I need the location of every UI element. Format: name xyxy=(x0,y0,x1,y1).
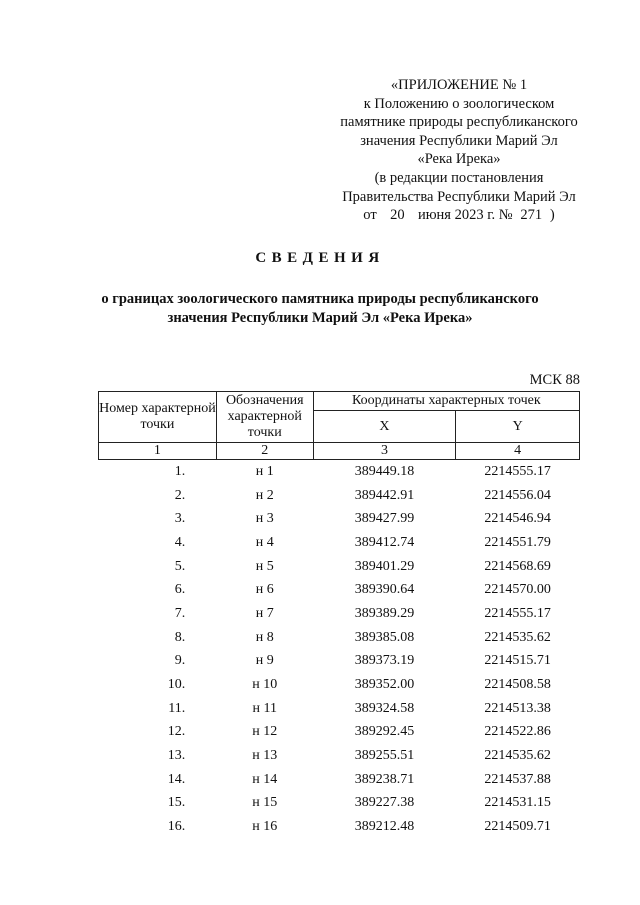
date-rest: июня 2023 г. № xyxy=(417,207,513,224)
point-number-cell: 9. xyxy=(174,653,186,669)
column-number-1: 1 xyxy=(99,443,217,460)
point-number-cell: 2. xyxy=(174,487,186,503)
document-title: СВЕДЕНИЯ xyxy=(255,250,385,266)
coord-x-cell: 389449.18 xyxy=(354,463,415,479)
point-number-cell: 4. xyxy=(174,534,186,550)
coord-x-cell: 389390.64 xyxy=(354,582,415,598)
coord-x-cell: 389401.29 xyxy=(354,558,415,574)
column-number-2: 2 xyxy=(216,443,313,460)
coord-x-cell: 389212.48 xyxy=(354,819,415,835)
point-designation-cell: н 2 xyxy=(255,487,274,503)
coord-y-cell: 2214546.94 xyxy=(484,511,551,527)
point-designation-cell: н 16 xyxy=(252,819,278,835)
table-header xyxy=(99,392,580,460)
annex-date-line xyxy=(318,206,600,225)
point-designation-cell: н 12 xyxy=(252,724,278,740)
document-subtitle xyxy=(60,290,580,328)
annex-line-1: «ПРИЛОЖЕНИЕ № 1 xyxy=(390,77,528,93)
table-body xyxy=(99,460,580,840)
point-designation-cell: н 5 xyxy=(255,558,274,574)
coord-x-cell: 389255.51 xyxy=(354,748,415,764)
coord-x-cell: 389227.38 xyxy=(354,795,415,811)
coord-y-cell: 2214513.38 xyxy=(484,700,551,716)
point-number-cell: 3. xyxy=(174,511,186,527)
point-number-cell: 14. xyxy=(167,771,186,787)
annex-header xyxy=(318,76,600,225)
point-designation-cell: н 15 xyxy=(252,795,278,811)
date-day: 20 xyxy=(390,207,405,224)
header-y: Y xyxy=(456,411,580,443)
coord-x-cell: 389442.91 xyxy=(354,487,415,503)
point-number-cell: 10. xyxy=(167,677,186,693)
table-row xyxy=(99,484,580,508)
table-row xyxy=(99,460,580,484)
coord-x-cell: 389373.19 xyxy=(354,653,415,669)
table-row xyxy=(99,578,580,602)
coord-y-cell: 2214570.00 xyxy=(484,582,551,598)
coord-x-cell: 389412.74 xyxy=(354,534,415,550)
date-prefix: от xyxy=(363,207,377,224)
annex-line-7: Правительства Республики Марий Эл xyxy=(342,188,576,205)
coord-y-cell: 2214568.69 xyxy=(484,558,551,574)
coord-y-cell: 2214555.17 xyxy=(484,605,551,621)
column-number-4: 4 xyxy=(456,443,580,460)
table-row xyxy=(99,815,580,839)
header-x: X xyxy=(313,411,456,443)
point-designation-cell: н 10 xyxy=(252,677,278,693)
table-row xyxy=(99,602,580,626)
point-designation-cell: н 8 xyxy=(255,629,274,645)
point-designation-cell: н 3 xyxy=(255,511,274,527)
table-row xyxy=(99,673,580,697)
table-row xyxy=(99,507,580,531)
point-designation-cell: н 9 xyxy=(255,653,274,669)
coord-y-cell: 2214537.88 xyxy=(484,771,551,787)
coord-x-cell: 389385.08 xyxy=(354,629,415,645)
coord-y-cell: 2214555.17 xyxy=(484,463,551,479)
coord-y-cell: 2214556.04 xyxy=(484,487,551,503)
table-row xyxy=(99,626,580,650)
point-designation-cell: н 13 xyxy=(252,748,278,764)
point-number-cell: 1. xyxy=(174,463,186,479)
coord-x-cell: 389352.00 xyxy=(354,677,415,693)
table-row xyxy=(99,768,580,792)
table-row xyxy=(99,697,580,721)
header-coordinates: Координаты характерных точек xyxy=(313,392,579,411)
coord-y-cell: 2214551.79 xyxy=(484,534,551,550)
date-close: ) xyxy=(549,207,555,224)
point-number-cell: 16. xyxy=(167,819,186,835)
point-number-cell: 15. xyxy=(167,795,186,811)
point-designation-cell: н 4 xyxy=(255,534,274,550)
coord-y-cell: 2214522.86 xyxy=(484,724,551,740)
table-row xyxy=(99,555,580,579)
coord-y-cell: 2214535.62 xyxy=(484,748,551,764)
annex-line-4: значения Республики Марий Эл xyxy=(360,132,558,149)
point-number-cell: 11. xyxy=(168,700,186,716)
coord-y-cell: 2214515.71 xyxy=(484,653,551,669)
coord-y-cell: 2214531.15 xyxy=(484,795,551,811)
coord-x-cell: 389427.99 xyxy=(354,511,415,527)
point-designation-cell: н 6 xyxy=(255,582,274,598)
coord-x-cell: 389389.29 xyxy=(354,605,415,621)
table-row xyxy=(99,744,580,768)
point-number-cell: 6. xyxy=(174,582,186,598)
table-row xyxy=(99,721,580,745)
column-number-3: 3 xyxy=(313,443,456,460)
annex-line-6: (в редакции постановления xyxy=(374,169,544,186)
annex-line-2: к Положению о зоологическом xyxy=(363,95,555,112)
header-point-number: Номер характерной точки xyxy=(99,392,217,443)
coord-y-cell: 2214535.62 xyxy=(484,629,551,645)
subtitle-line-1: о границах зоологического памятника природы республиканского xyxy=(101,291,539,307)
point-number-cell: 8. xyxy=(174,629,186,645)
coord-x-cell: 389292.45 xyxy=(354,724,415,740)
point-designation-cell: н 1 xyxy=(255,463,274,479)
point-number-cell: 5. xyxy=(174,558,186,574)
point-designation-cell: н 14 xyxy=(252,771,278,787)
coord-x-cell: 389238.71 xyxy=(354,771,415,787)
coordinates-table xyxy=(98,391,580,839)
coord-x-cell: 389324.58 xyxy=(354,700,415,716)
coordinate-system-label: МСК 88 xyxy=(529,372,580,388)
point-designation-cell: н 7 xyxy=(255,605,274,621)
annex-line-5: «Река Ирека» xyxy=(417,151,501,168)
table-row xyxy=(99,531,580,555)
coord-y-cell: 2214509.71 xyxy=(484,819,551,835)
coord-y-cell: 2214508.58 xyxy=(484,677,551,693)
table-row xyxy=(99,650,580,674)
annex-line-3: памятнике природы республиканского xyxy=(340,114,578,131)
point-number-cell: 12. xyxy=(167,724,186,740)
date-number: 271 xyxy=(520,207,543,224)
header-point-designation: Обозначения характерной точки xyxy=(216,392,313,443)
point-designation-cell: н 11 xyxy=(252,700,277,716)
table-row xyxy=(99,792,580,816)
point-number-cell: 7. xyxy=(174,605,186,621)
subtitle-line-2: значения Республики Марий Эл «Река Ирека» xyxy=(167,310,473,326)
point-number-cell: 13. xyxy=(167,748,186,764)
